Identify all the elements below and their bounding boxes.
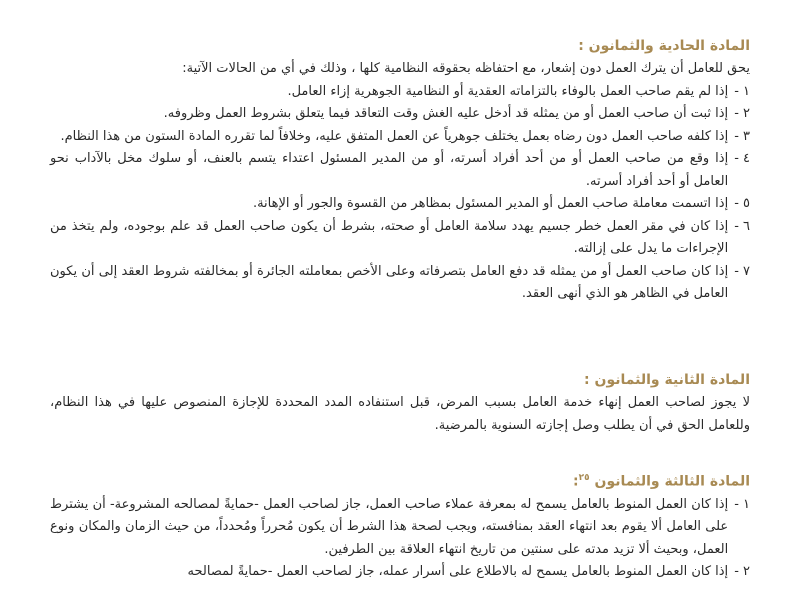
article-81-item-4 [50,148,750,193]
article-83 [50,466,750,584]
item-number: ٥ - [734,196,750,211]
item-text: إذا كان العمل المنوط بالعامل يسمح له بالاطلاع على أسرار عمله، جاز لصاحب العمل -حمايةً لمصالحه [187,564,729,580]
footnote-marker[interactable]: ٢٥ [578,473,590,483]
item-number: ٧ - [734,263,750,279]
item-number: ٢ - [734,106,750,121]
article-82-text: لا يجوز لصاحب العمل إنهاء خدمة العامل بسبب المرض، قبل استنفاده المدد المحددة للإجازة المنصوص عليها في هذا النظام، وللعامل الحق في أن يطلب وصل إجازته السنوية بالمرضية. [50,395,750,433]
article-81-item-3 [50,126,750,149]
item-number: ٢ - [734,564,750,580]
item-number: ٤ - [734,151,750,166]
article-81 [50,34,750,306]
item-text: إذا كان صاحب العمل أو من يمثله قد دفع العامل بتصرفاته وعلى الأخص بمعاملته الجائرة أو بمخالفته شروط العقد إلى أن يكون العامل في الظاهر هو الذي أنهى العقد. [50,263,729,301]
article-81-item-5 [50,193,750,216]
item-text: إذا اتسمت معاملة صاحب العمل أو المدير المسئول بمظاهر من القسوة والجور أو الإهانة. [252,196,729,211]
article-83-title [50,466,750,494]
item-text: إذا ثبت أن صاحب العمل أو من يمثله قد أدخل عليه الغش وقت التعاقد فيما يتعلق بشروط العمل وظروفه. [163,106,729,121]
article-81-item-1 [50,81,750,104]
item-text: إذا كان العمل المنوط بالعامل يسمح له بمعرفة عملاء صاحب العمل، جاز لصاحب العمل -حمايةً لمصالحه المشروعة- أن يشترط على العامل ألا يقوم بعد انتهاء العقد بمنافسته، ويجب لصحة هذا الشرط أن يكون مُحرراً ومُحدداً، من حيث الزمان والمكان ونوع العمل، وبحيث ألا تزيد مدته على سنتين من تاريخ انتهاء العلاقة بين الطرفين. [50,496,729,557]
article-83-item-1 [50,494,750,562]
item-number: ٣ - [734,128,750,144]
article-81-intro: يحق للعامل أن يترك العمل دون إشعار، مع احتفاظه بحقوقه النظامية كلها ، وذلك في أي من الحالات الآتية: [182,61,750,76]
article-81-item-2 [50,103,750,126]
item-number: ٦ - [734,218,750,234]
article-83-title-colon: : [573,473,579,490]
item-text: إذا كان في مقر العمل خطر جسيم يهدد سلامة العامل أو صحته، بشرط أن يكون صاحب العمل قد علم بوجوده، ولم يتخذ من الإجراءات ما يدل على إزالته. [50,218,729,256]
item-text: إذا كلفه صاحب العمل دون رضاه بعمل يختلف جوهرياً عن العمل المتفق عليه، وخلافاً لما تقرره المادة الستون من هذا النظام. [60,128,729,144]
article-82 [50,368,750,437]
article-82-title: المادة الثانية والثمانون : [584,372,750,388]
article-81-item-6 [50,216,750,261]
item-number: ١ - [734,496,750,512]
item-text: إذا وقع من صاحب العمل أو من أحد أفراد أسرته، أو من المدير المسئول اعتداء يتسم بالعنف، أو سلوك مخل بالآداب نحو العامل أو أحد أفراد أسرته. [50,151,729,189]
article-83-title-text: المادة الثالثة والثمانون [594,473,750,490]
item-text: إذا لم يقم صاحب العمل بالوفاء بالتزاماته العقدية أو النظامية الجوهرية إزاء العامل. [287,83,729,99]
item-number: ١ - [734,83,750,99]
article-83-item-2 [50,561,750,584]
article-81-item-7 [50,261,750,306]
article-81-title: المادة الحادية والثمانون : [578,38,750,54]
